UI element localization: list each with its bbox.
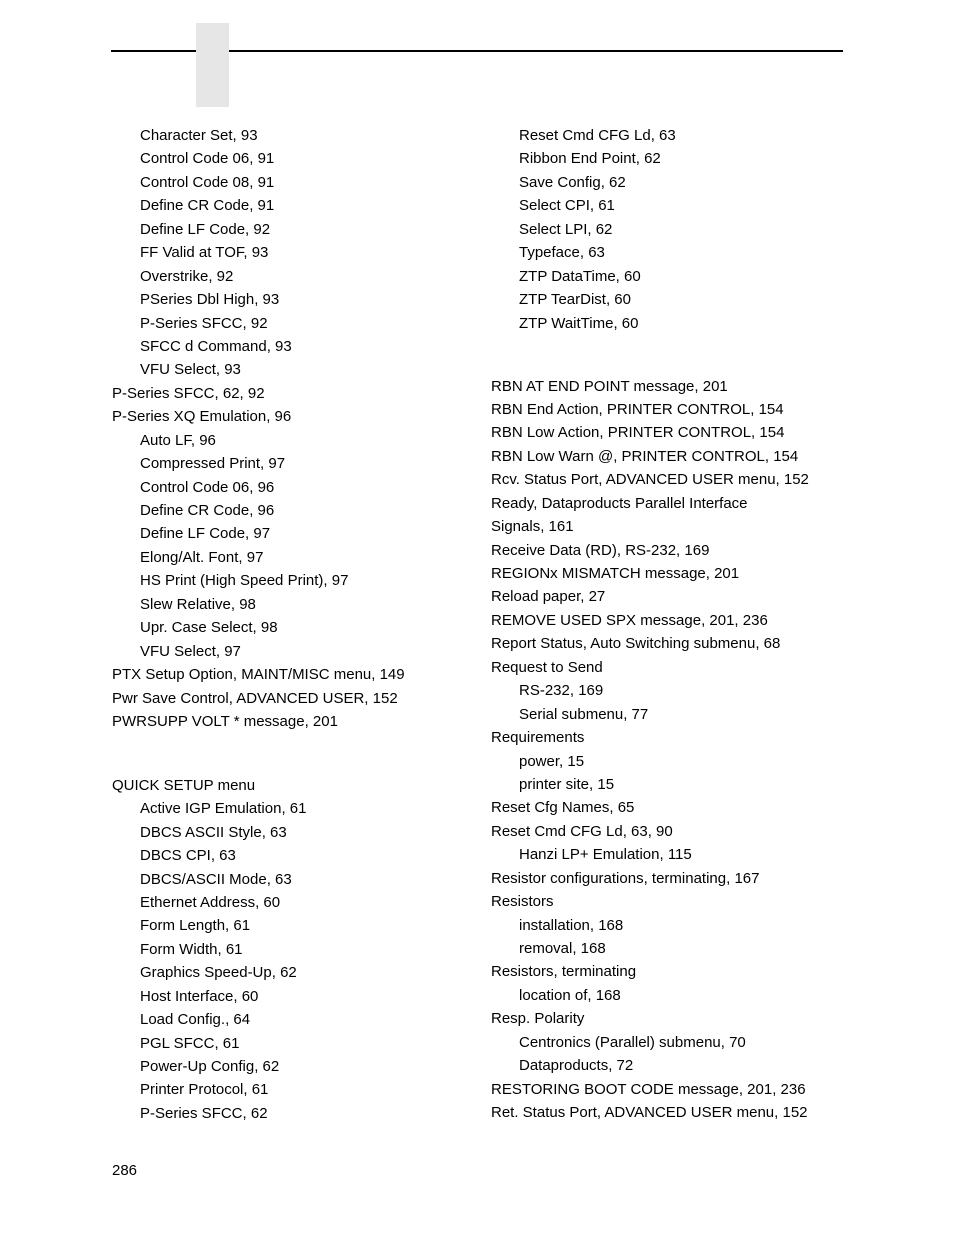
index-subentry: HS Print (High Speed Print), 97 xyxy=(140,572,349,590)
index-subentry: Ribbon End Point, 62 xyxy=(519,150,661,168)
index-subentry: Upr. Case Select, 98 xyxy=(140,619,278,637)
index-subentry: Define CR Code, 91 xyxy=(140,197,275,215)
index-entry: QUICK SETUP menu xyxy=(112,776,256,794)
index-subentry: Elong/Alt. Font, 97 xyxy=(140,548,264,566)
index-entry: REGIONx MISMATCH message, 201 xyxy=(491,565,740,583)
index-subentry: Graphics Speed-Up, 62 xyxy=(140,964,297,982)
index-subentry: removal, 168 xyxy=(519,940,606,958)
index-subentry: ZTP TearDist, 60 xyxy=(519,291,631,309)
index-subentry: Printer Protocol, 61 xyxy=(140,1081,269,1099)
index-subentry: Save Config, 62 xyxy=(519,173,626,191)
letter-group-gap xyxy=(112,733,405,773)
index-subentry: Reset Cmd CFG Ld, 63 xyxy=(519,127,676,144)
index-entry: Pwr Save Control, ADVANCED USER, 152 xyxy=(112,689,398,707)
index-subentry: Define LF Code, 92 xyxy=(140,220,271,238)
index-column-right xyxy=(491,124,809,1125)
index-subentry: Centronics (Parallel) submenu, 70 xyxy=(519,1033,746,1051)
index-subentry: Host Interface, 60 xyxy=(140,987,259,1005)
index-entry: RBN End Action, PRINTER CONTROL, 154 xyxy=(491,400,784,418)
index-entry: P-Series XQ Emulation, 96 xyxy=(112,408,292,426)
index-subentry: Define CR Code, 96 xyxy=(140,502,275,519)
index-subentry: Load Config., 64 xyxy=(140,1011,251,1029)
index-subentry: Select LPI, 62 xyxy=(519,220,613,238)
index-subentry: Control Code 06, 91 xyxy=(140,150,275,168)
index-subentry: Power-Up Config, 62 xyxy=(140,1058,280,1076)
header-tab xyxy=(196,23,229,107)
index-subentry: ZTP WaitTime, 60 xyxy=(519,314,639,332)
index-entry: RBN Low Warn @, PRINTER CONTROL, 154 xyxy=(491,447,799,465)
index-subentry: Select CPI, 61 xyxy=(519,197,615,215)
index-entry: Request to Send xyxy=(491,658,603,676)
index-subentry: SFCC d Command, 93 xyxy=(140,337,292,355)
index-entry: Resp. Polarity xyxy=(491,1010,585,1028)
index-entry: RBN Low Action, PRINTER CONTROL, 154 xyxy=(491,424,785,442)
index-entry: P-Series SFCC, 62, 92 xyxy=(112,384,265,402)
index-entry: Resistor configurations, terminating, 167 xyxy=(491,869,760,887)
index-column-left xyxy=(112,124,405,1125)
index-subentry: Define LF Code, 97 xyxy=(140,525,271,543)
index-subentry: Character Set, 93 xyxy=(140,127,258,144)
index-entry: Ret. Status Port, ADVANCED USER menu, 152 xyxy=(491,1104,808,1122)
index-subentry: location of, 168 xyxy=(519,986,621,1004)
index-entry: Requirements xyxy=(491,729,585,747)
index-subentry: Slew Relative, 98 xyxy=(140,595,256,613)
index-subentry: ZTP DataTime, 60 xyxy=(519,267,641,285)
index-entry: RBN AT END POINT message, 201 xyxy=(491,377,728,395)
index-subentry: P-Series SFCC, 62 xyxy=(140,1104,268,1122)
index-subentry: Overstrike, 92 xyxy=(140,267,234,285)
index-subentry: DBCS CPI, 63 xyxy=(140,847,236,865)
index-entry: Reset Cmd CFG Ld, 63, 90 xyxy=(491,822,673,840)
index-subentry: FF Valid at TOF, 93 xyxy=(140,244,269,262)
index-subentry: VFU Select, 93 xyxy=(140,361,241,379)
index-entry: Reset Cfg Names, 65 xyxy=(491,799,635,817)
index-entry: PWRSUPP VOLT * message, 201 xyxy=(112,712,338,730)
index-entry: Resistors, terminating xyxy=(491,963,637,981)
index-subentry: Typeface, 63 xyxy=(519,244,605,262)
index-entry: PTX Setup Option, MAINT/MISC menu, 149 xyxy=(112,666,405,684)
index-subentry: PSeries Dbl High, 93 xyxy=(140,291,280,309)
index-subentry: VFU Select, 97 xyxy=(140,642,241,660)
index-subentry: Control Code 06, 96 xyxy=(140,478,275,496)
index-subentry: power, 15 xyxy=(519,752,585,770)
index-subentry: DBCS/ASCII Mode, 63 xyxy=(140,870,292,888)
index-subentry: Auto LF, 96 xyxy=(140,431,216,449)
index-entry: Resistors xyxy=(491,893,554,911)
index-subentry: Serial submenu, 77 xyxy=(519,705,649,723)
index-entry: Signals, 161 xyxy=(491,518,574,536)
index-entry: Report Status, Auto Switching submenu, 68 xyxy=(491,635,781,653)
index-entry: Ready, Dataproducts Parallel Interface xyxy=(491,494,748,512)
index-subentry: Form Length, 61 xyxy=(140,917,251,935)
page-number: 286 xyxy=(112,1162,138,1179)
index-subentry: Ethernet Address, 60 xyxy=(140,893,281,911)
index-subentry: Control Code 08, 91 xyxy=(140,173,275,191)
index-entry: REMOVE USED SPX message, 201, 236 xyxy=(491,611,768,629)
index-subentry: PGL SFCC, 61 xyxy=(140,1034,240,1052)
index-subentry: Compressed Print, 97 xyxy=(140,455,286,473)
index-entry: Reload paper, 27 xyxy=(491,588,606,606)
index-subentry: printer site, 15 xyxy=(519,775,615,793)
index-subentry: installation, 168 xyxy=(519,916,624,934)
index-entry: RESTORING BOOT CODE message, 201, 236 xyxy=(491,1080,806,1098)
index-subentry: Dataproducts, 72 xyxy=(519,1057,634,1075)
index-subentry: P-Series SFCC, 92 xyxy=(140,314,268,332)
index-entry: Rcv. Status Port, ADVANCED USER menu, 152 xyxy=(491,471,809,489)
index-entry: Receive Data (RD), RS-232, 169 xyxy=(491,541,710,559)
letter-group-gap xyxy=(491,335,809,375)
index-subentry: DBCS ASCII Style, 63 xyxy=(140,823,287,841)
index-subentry: Hanzi LP+ Emulation, 115 xyxy=(519,846,692,864)
index-subentry: Form Width, 61 xyxy=(140,940,243,958)
index-subentry: Active IGP Emulation, 61 xyxy=(140,800,307,818)
index-subentry: RS-232, 169 xyxy=(519,682,604,700)
